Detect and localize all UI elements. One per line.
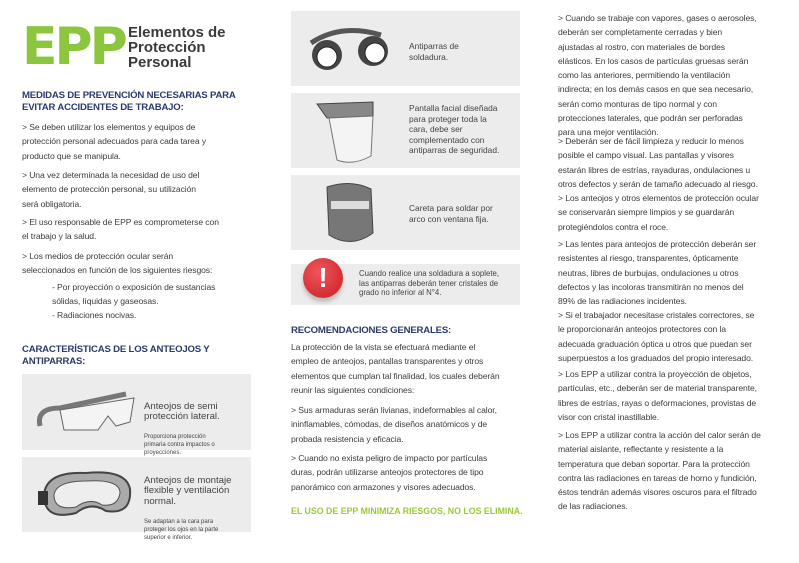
goggles-icon <box>36 465 136 525</box>
heading-prevention: MEDIDAS DE PREVENCIÓN NECESARIAS PARA EVITAR ACCIDENTES DE TRABAJO: <box>22 90 236 113</box>
paragraph: > Deberán ser de fácil limpieza y reducir lo menos posible el campo visual. Las pantallas y visores estarán libres de estrías, rayaduras, ondulaciones u otros defectos y serán de tamaño adecuado al riesgo. <box>558 136 758 189</box>
welding-goggles-icon <box>301 21 401 77</box>
card-title: Anteojos de semi protección lateral. <box>144 400 220 422</box>
card-text: Careta para soldar por arco con ventana fija. <box>409 203 493 224</box>
logo-title: Elementos de Protección Personal <box>128 24 226 71</box>
paragraph: > Una vez determinada la necesidad de uso del elemento de protección personal, su utilización será obligatoria. <box>22 170 200 209</box>
paragraph: > Se deben utilizar los elementos y equipos de protección personal adecuados para cada tarea y producto que se manipula. <box>22 122 207 161</box>
paragraph: > Los EPP a utilizar contra la proyección de objetos, partículas, etc., deberán ser de material transparente, libres de estrías, rayas o deformaciones, provistas de visor con cristal inastillable. <box>558 369 757 422</box>
paragraph: > Cuando se trabaje con vapores, gases o aerosoles, deberán ser completamente cerradas y bien ajustadas al rostro, con materiales de bordes elásticos. En los casos de partículas gruesas serán como las anteriores, permitiendo la ventilación indirecta; en los demás casos en que sea necesario, serán como monturas de tipo normal y con protecciones laterales, que podrán ser perforadas para una mejor ventilación. <box>558 13 757 138</box>
warning-icon: ! <box>303 258 343 298</box>
paragraph: > Cuando no exista peligro de impacto por partículas duras, podrán utilizarse anteojos protectores de tipo panorámico con armazones y visores adecuados. <box>291 453 488 492</box>
risk-item: - Por proyección o exposición de sustancias sólidas, líquidas y gaseosas. <box>52 282 216 307</box>
card-face-shield <box>291 93 520 168</box>
card-desc: Proporciona protección primaria contra impactos o proyecciones. <box>144 434 215 456</box>
card-welding-mask <box>291 175 520 250</box>
warning-text: Cuando realice una soldadura a soplete, las antiparras deberán tener cristales de grado no inferior al N°4. <box>359 269 500 297</box>
paragraph: > Los EPP a utilizar contra la acción del calor serán de material aislante, reflectante y resistente a la temperatura que deban soportar. Para la protección contra las radiaciones en tareas de horno y fundición, éstos tendrán además visores oscuros para el filtrado de las radiaciones. <box>558 430 761 512</box>
safety-glasses-icon <box>30 386 140 438</box>
card-semi-lateral <box>22 374 251 456</box>
paragraph: > Los anteojos y otros elementos de protección ocular se conservarán siempre limpios y se guardarán protegiéndolos contra el roce. <box>558 193 759 232</box>
paragraph: > Si el trabajador necesitase cristales correctores, se le proporcionarán anteojos protectores con la adecuada graduación óptica u otros que puedan ser superpuestos a los graduados del propio interesado. <box>558 310 755 363</box>
paragraph: > El uso responsable de EPP es comprometerse con el trabajo y la salud. <box>22 217 219 242</box>
logo-acronym: EPP <box>22 17 125 77</box>
warning-box <box>291 264 520 305</box>
heading-characteristics: CARACTERÍSTICAS DE LOS ANTEOJOS Y ANTIPARRAS: <box>22 344 210 367</box>
paragraph: > Sus armaduras serán livianas, indeformables al calor, ininflamables, cómodas, de diseños anatómicos y de probada resistencia y eficacia. <box>291 405 497 444</box>
paragraph: > Las lentes para anteojos de protección deberán ser resistentes al riesgo, transparentes, ópticamente neutras, libres de burbujas, ondulaciones u otros defectos y las incoloras transmitirán no menos del 89% de las radiaciones incidentes. <box>558 239 757 307</box>
face-shield-icon <box>313 96 393 166</box>
card-desc: Se adaptan a la cara para proteger los ojos en la parte superior e inferior. <box>144 518 219 541</box>
card-text: Pantalla facial diseñada para proteger toda la cara, debe ser complementado con antiparras de seguridad. <box>409 103 500 155</box>
heading-recommendations: RECOMENDACIONES GENERALES: <box>291 325 452 336</box>
card-welding-goggles <box>291 11 520 86</box>
paragraph: > Los medios de protección ocular serán seleccionados en función de los siguientes riesgos: <box>22 251 213 276</box>
card-title: Anteojos de montaje flexible y ventilación normal. <box>144 474 232 507</box>
slogan: EL USO DE EPP MINIMIZA RIESGOS, NO LOS ELIMINA. <box>291 506 523 516</box>
card-text: Antiparras de soldadura. <box>409 41 459 62</box>
paragraph: La protección de la vista se efectuará mediante el empleo de anteojos, pantallas transparentes y otros elementos que cumplan tal finalidad, los cuales deberán reunir las siguientes condiciones: <box>291 342 500 395</box>
risk-item: - Radiaciones nocivas. <box>52 310 137 320</box>
card-flexible <box>22 457 251 541</box>
welding-mask-icon <box>321 179 381 247</box>
